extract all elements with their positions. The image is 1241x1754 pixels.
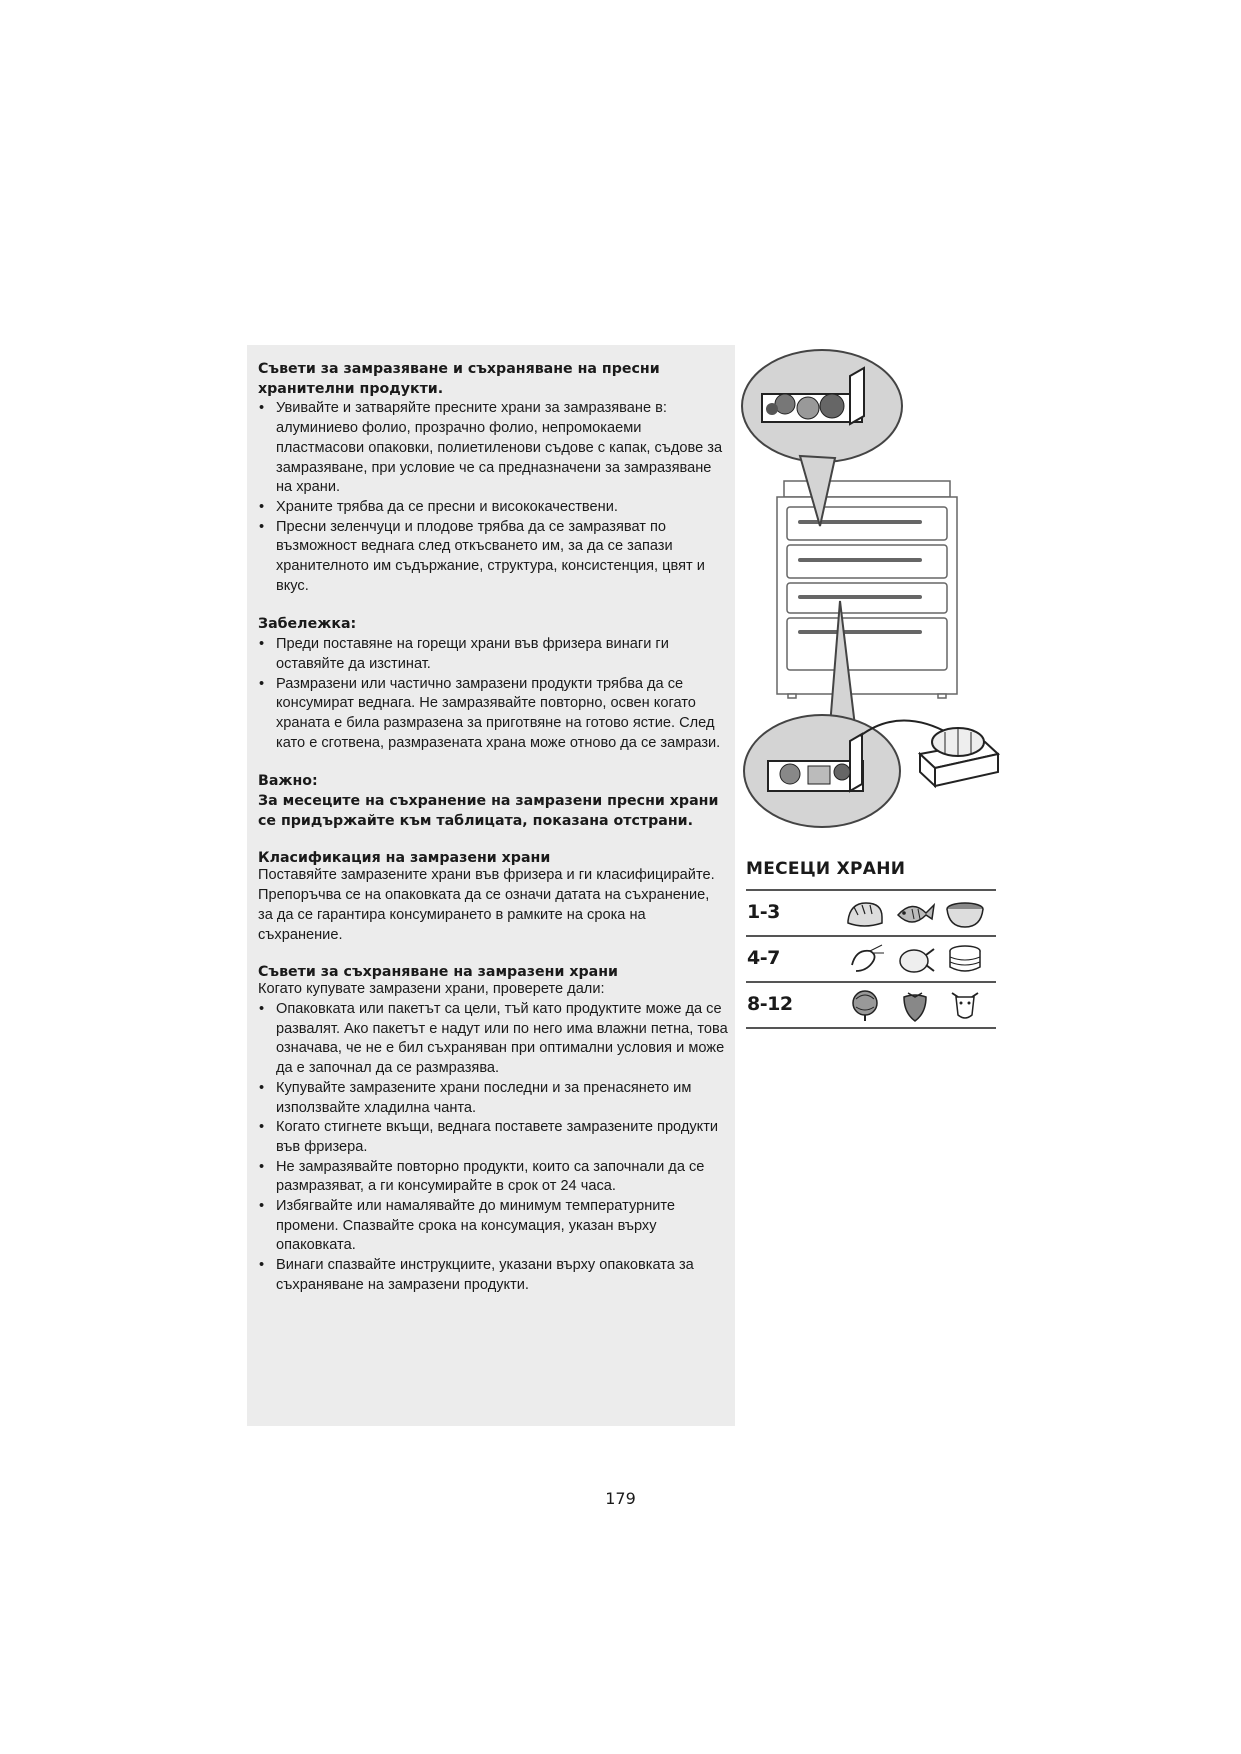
bullet-list-note bbox=[258, 635, 728, 753]
bread-icon bbox=[844, 895, 886, 931]
soup-bowl-icon bbox=[944, 895, 986, 931]
page-number: 179 bbox=[605, 1489, 636, 1508]
months-label: 8-12 bbox=[747, 993, 793, 1015]
bullet-list-fresh bbox=[258, 399, 728, 596]
list-item: • Храните трябва да се пресни и висококачествени. bbox=[258, 498, 728, 518]
important-text: За месеците на съхранение на замразени пресни храни се придържайте към таблицата, показана отстрани. bbox=[258, 793, 719, 829]
list-item: • Винаги спазвайте инструкциите, указани върху опаковката за съхраняване на замразени продукти. bbox=[258, 1256, 728, 1295]
list-item: • Не замразявайте повторно продукти, които са започнали да се размразяват, а ги консумирайте в срок от 24 часа. bbox=[258, 1158, 728, 1197]
chart-row-1 bbox=[746, 889, 996, 935]
bullet-list-frozen bbox=[258, 1000, 728, 1296]
chicken-icon bbox=[894, 941, 936, 977]
text-column bbox=[258, 360, 728, 1296]
list-item: • Купувайте замразените храни последни и за пренасянето им използвайте хладилна чанта. bbox=[258, 1079, 728, 1118]
section-heading-important: Важно: bbox=[258, 773, 318, 790]
strawberry-icon bbox=[894, 987, 936, 1023]
section-heading-frozen: Съвети за съхраняване на замразени храни bbox=[258, 964, 618, 981]
frozen-intro: Когато купувате замразени храни, проверете дали: bbox=[258, 981, 605, 998]
list-item: • Увивайте и затваряйте пресните храни за замразяване в: алуминиево фолио, прозрачно фолио, непромокаеми пластмасови опаковки, полиетиленови съдове с капак, съдове за замразяване, при условие че са предназначени за замразяване на храни. bbox=[258, 399, 728, 498]
freezer-illustration bbox=[740, 346, 1002, 832]
list-item: • Пресни зеленчуци и плодове трябва да се замразяват по възможност веднага след откъсването им, за да се запази хранителното им съдържание, структура, консистенция, цвят и вкус. bbox=[258, 518, 728, 597]
section-heading-classification: Класификация на замразени храни bbox=[258, 850, 551, 867]
chart-title: МЕСЕЦИ ХРАНИ bbox=[746, 859, 906, 879]
cake-icon bbox=[944, 941, 986, 977]
vegetable-icon bbox=[844, 987, 886, 1023]
classification-paragraph-1: Поставяйте замразените храни във фризера и ги класифицирайте. bbox=[258, 867, 715, 884]
fish-icon bbox=[894, 895, 936, 931]
months-label: 1-3 bbox=[747, 901, 780, 923]
storage-chart bbox=[746, 859, 996, 1029]
months-label: 4-7 bbox=[747, 947, 780, 969]
basket-icon bbox=[920, 728, 998, 786]
list-item: • Опаковката или пакетът са цели, тъй като продуктите може да се развалят. Ако пакетът е надут или по него има влажни петна, това означава, че не е бил съхраняван при оптимални условия и може да е започнал да се размразява. bbox=[258, 1000, 728, 1079]
classification-paragraph-2: Препоръчва се на опаковката да се означи датата на съхранение, за да се гарантира консумирането в рамките на срока на съхранение. bbox=[258, 887, 710, 943]
cow-icon bbox=[944, 987, 986, 1023]
section-heading-note: Забележка: bbox=[258, 616, 357, 633]
section-heading-fresh: Съвети за замразяване и съхраняване на пресни хранителни продукти. bbox=[258, 361, 660, 397]
list-item: • Избягвайте или намалявайте до минимум температурните промени. Спазвайте срока на консумация, указан върху опаковката. bbox=[258, 1197, 728, 1256]
list-item: • Когато стигнете вкъщи, веднага поставете замразените продукти във фризера. bbox=[258, 1118, 728, 1157]
chart-row-2 bbox=[746, 935, 996, 981]
freezer-cabinet bbox=[777, 481, 957, 698]
shrimp-icon bbox=[844, 941, 886, 977]
chart-row-3 bbox=[746, 981, 996, 1029]
list-item: • Размразени или частично замразени продукти трябва да се консумират веднага. Не замразявайте повторно, освен когато храната е била размразена за приготвяне на готово ястие. След като е сготвена, размразената храна може отново да се замрази. bbox=[258, 675, 728, 754]
list-item: • Преди поставяне на горещи храни във фризера винаги ги оставяйте да изстинат. bbox=[258, 635, 728, 674]
